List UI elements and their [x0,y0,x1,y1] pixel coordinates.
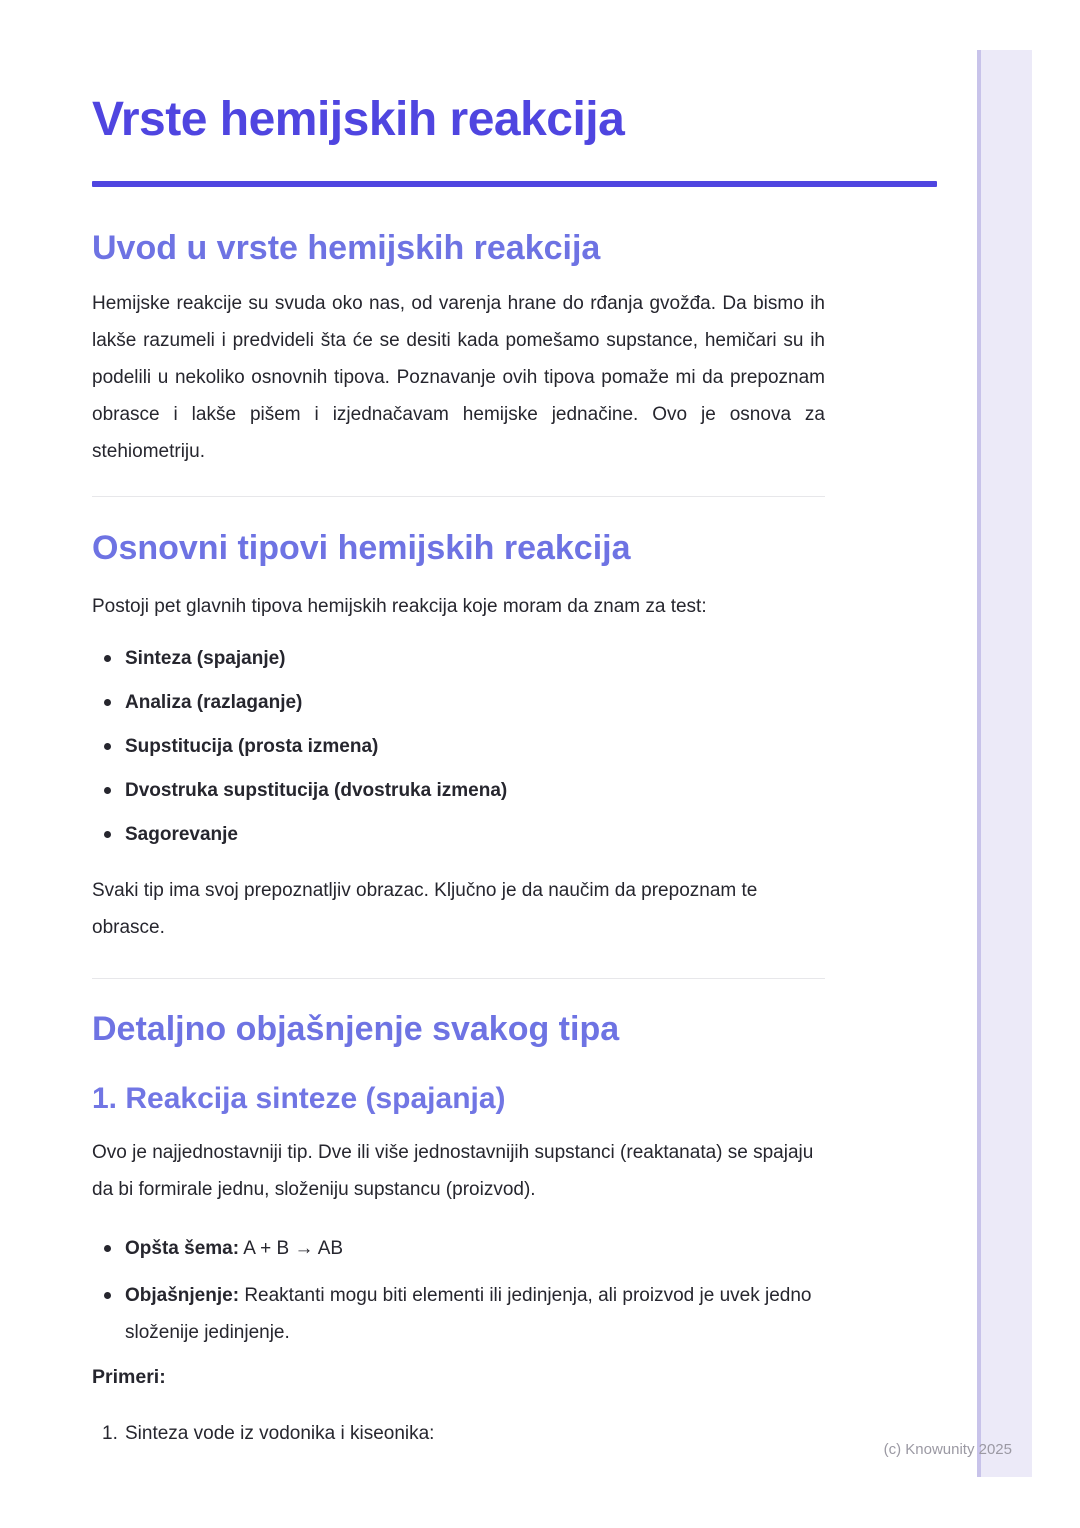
list-item [92,1277,825,1351]
title-rule [92,181,937,187]
section-heading-intro: Uvod u vrste hemijskih reakcija [92,229,601,267]
section-heading-types: Osnovni tipovi hemijskih reakcija [92,529,631,567]
list-item [92,1415,825,1452]
list-item: Dvostruka supstitucija (dvostruka izmena) [92,772,825,809]
synthesis-paragraph: Ovo je najjednostavniji tip. Dve ili više jednostavnijih supstanci (reaktanata) se spajaju da bi formirale jednu, složeniju supstancu (proizvod). [92,1142,814,1200]
bullet-text: Reaktanti mogu biti elementi ili jedinjenja, ali proizvod je uvek jedno složenije jedinjenje. [125,1285,812,1343]
copyright-credit: (c) Knowunity 2025 [883,1441,1012,1458]
list-item-number: 1. [102,1423,118,1444]
list-item [92,1230,825,1267]
types-lead-paragraph: Postoji pet glavnih tipova hemijskih reakcija koje moram da znam za test: [92,596,707,617]
reaction-types-list [92,640,825,860]
synthesis-bullet-list [92,1230,825,1361]
examples-label: Primeri: [92,1366,166,1388]
list-item-text: Sinteza vode iz vodonika i kiseonika: [125,1423,435,1444]
page-title: Vrste hemijskih reakcija [92,93,625,146]
types-outro-paragraph: Svaki tip ima svoj prepoznatljiv obrazac. Ključno je da naučim da prepoznam te obrasce. [92,880,758,938]
list-item: Sinteza (spajanje) [92,640,825,677]
intro-paragraph: Hemijske reakcije su svuda oko nas, od varenja hrane do rđanja gvožđa. Da bismo ih lakše razumeli i predvideli šta će se desiti kada pomešamo supstance, hemičari su ih podelili u nekoliko osnovnih tipova. Poznavanje ovih tipova pomaže mi da prepoznam obrasce i lakše pišem i izjednačavam hemijske jednačine. Ovo je osnova za stehiometriju. [92,293,825,462]
subsection-heading-synthesis: 1. Reakcija sinteze (spajanja) [92,1082,506,1115]
section-divider [92,978,825,979]
section-heading-details: Detaljno objašnjenje svakog tipa [92,1010,620,1048]
section-divider [92,496,825,497]
list-item: Analiza (razlaganje) [92,684,825,721]
bullet-text: A + B → AB [243,1238,344,1259]
bullet-label: Opšta šema: [125,1238,240,1259]
list-item: Supstitucija (prosta izmena) [92,728,825,765]
examples-list [92,1415,825,1452]
bullet-label: Objašnjenje: [125,1285,240,1306]
list-item: Sagorevanje [92,816,825,853]
